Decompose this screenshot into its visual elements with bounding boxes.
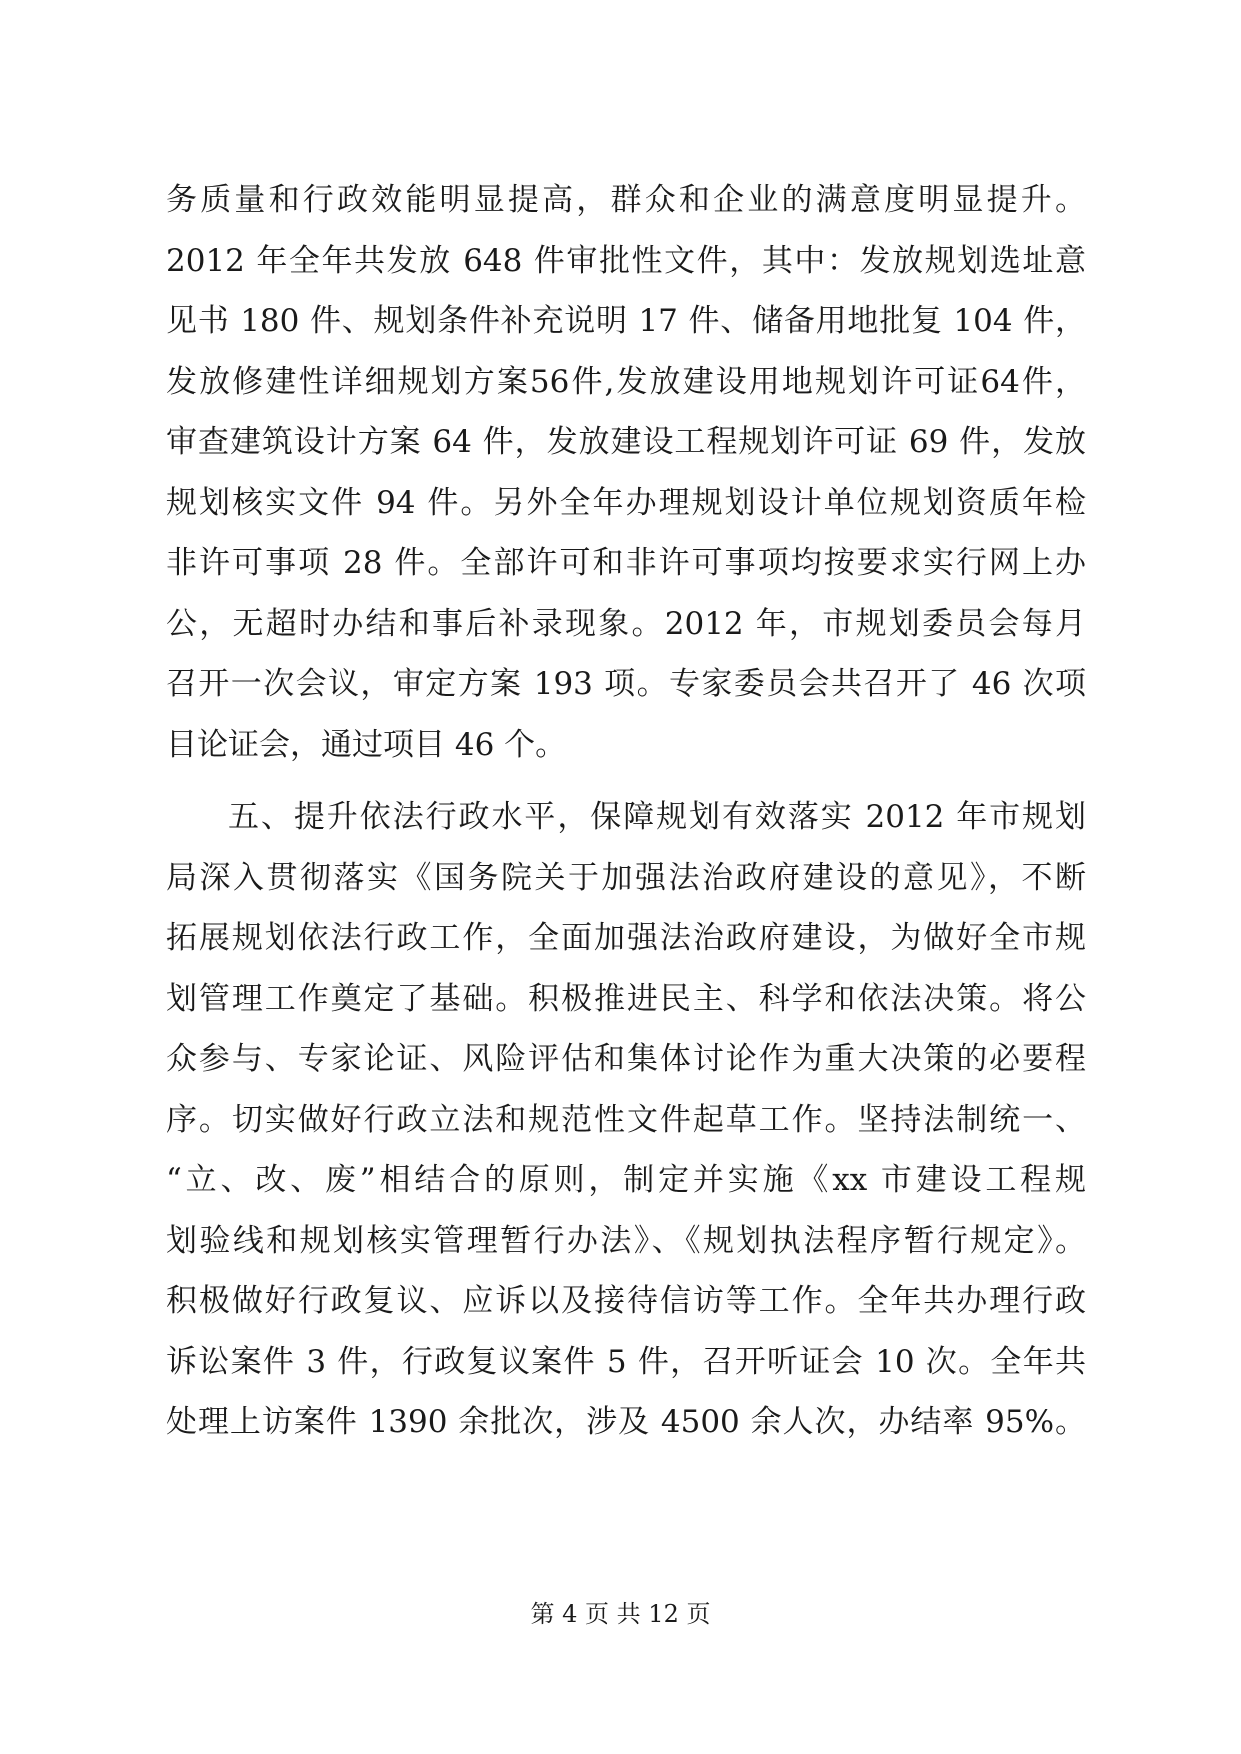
text-line: 规划核实文件 94 件。另外全年办理规划设计单位规划资质年检: [166, 484, 1086, 521]
text-line: 拓展规划依法行政工作，全面加强法治政府建设，为做好全市规: [166, 920, 1086, 956]
text-line: 审查建筑设计方案 64 件，发放建设工程规划许可证 69 件，发放: [166, 424, 1086, 460]
text-line: 众参与、专家论证、风险评估和集体讨论作为重大决策的必要程: [166, 1041, 1086, 1077]
text-line: 处理上访案件 1390 余批次，涉及 4500 余人次，办结率 95%。: [166, 1404, 1086, 1440]
text-line: 见书 180 件、规划条件补充说明 17 件、储备用地批复 104 件，: [166, 303, 1086, 339]
text-line: 2012 年全年共发放 648 件审批性文件，其中：发放规划选址意: [166, 242, 1086, 279]
text-line: 目论证会，通过项目 46 个。: [166, 726, 567, 763]
text-line: 序。切实做好行政立法和规范性文件起草工作。坚持法制统一、: [166, 1101, 1086, 1138]
text-line: 划管理工作奠定了基础。积极推进民主、科学和依法决策。将公: [166, 980, 1086, 1017]
paragraph-2: [166, 787, 1086, 1453]
text-line: 发放修建性详细规划方案56件,发放建设用地规划许可证64件，: [166, 363, 1086, 400]
text-line: 划验线和规划核实管理暂行办法》、《规划执法程序暂行规定》。: [166, 1222, 1086, 1259]
body-text: [166, 170, 1086, 1453]
text-line: 五、提升依法行政水平，保障规划有效落实 2012 年市规划: [228, 799, 1086, 835]
text-line: 非许可事项 28 件。全部许可和非许可事项均按要求实行网上办: [166, 545, 1086, 581]
page-number-footer: 第 4 页 共 12 页: [530, 1600, 711, 1628]
text-line: 局深入贯彻落实《国务院关于加强法治政府建设的意见》，不断: [166, 859, 1086, 896]
text-line: “立、改、废”相结合的原则，制定并实施《xx 市建设工程规: [166, 1162, 1086, 1198]
text-line: 召开一次会议，审定方案 193 项。专家委员会共召开了 46 次项: [166, 666, 1086, 702]
paragraph-1: [166, 170, 1086, 775]
text-line: 公，无超时办结和事后补录现象。2012 年，市规划委员会每月: [166, 605, 1086, 642]
paragraph-gap: [166, 775, 1086, 787]
text-line: 诉讼案件 3 件，行政复议案件 5 件，召开听证会 10 次。全年共: [166, 1343, 1086, 1380]
text-line: 积极做好行政复议、应诉以及接待信访等工作。全年共办理行政: [166, 1283, 1086, 1319]
text-line: 务质量和行政效能明显提高，群众和企业的满意度明显提升。: [166, 182, 1086, 218]
